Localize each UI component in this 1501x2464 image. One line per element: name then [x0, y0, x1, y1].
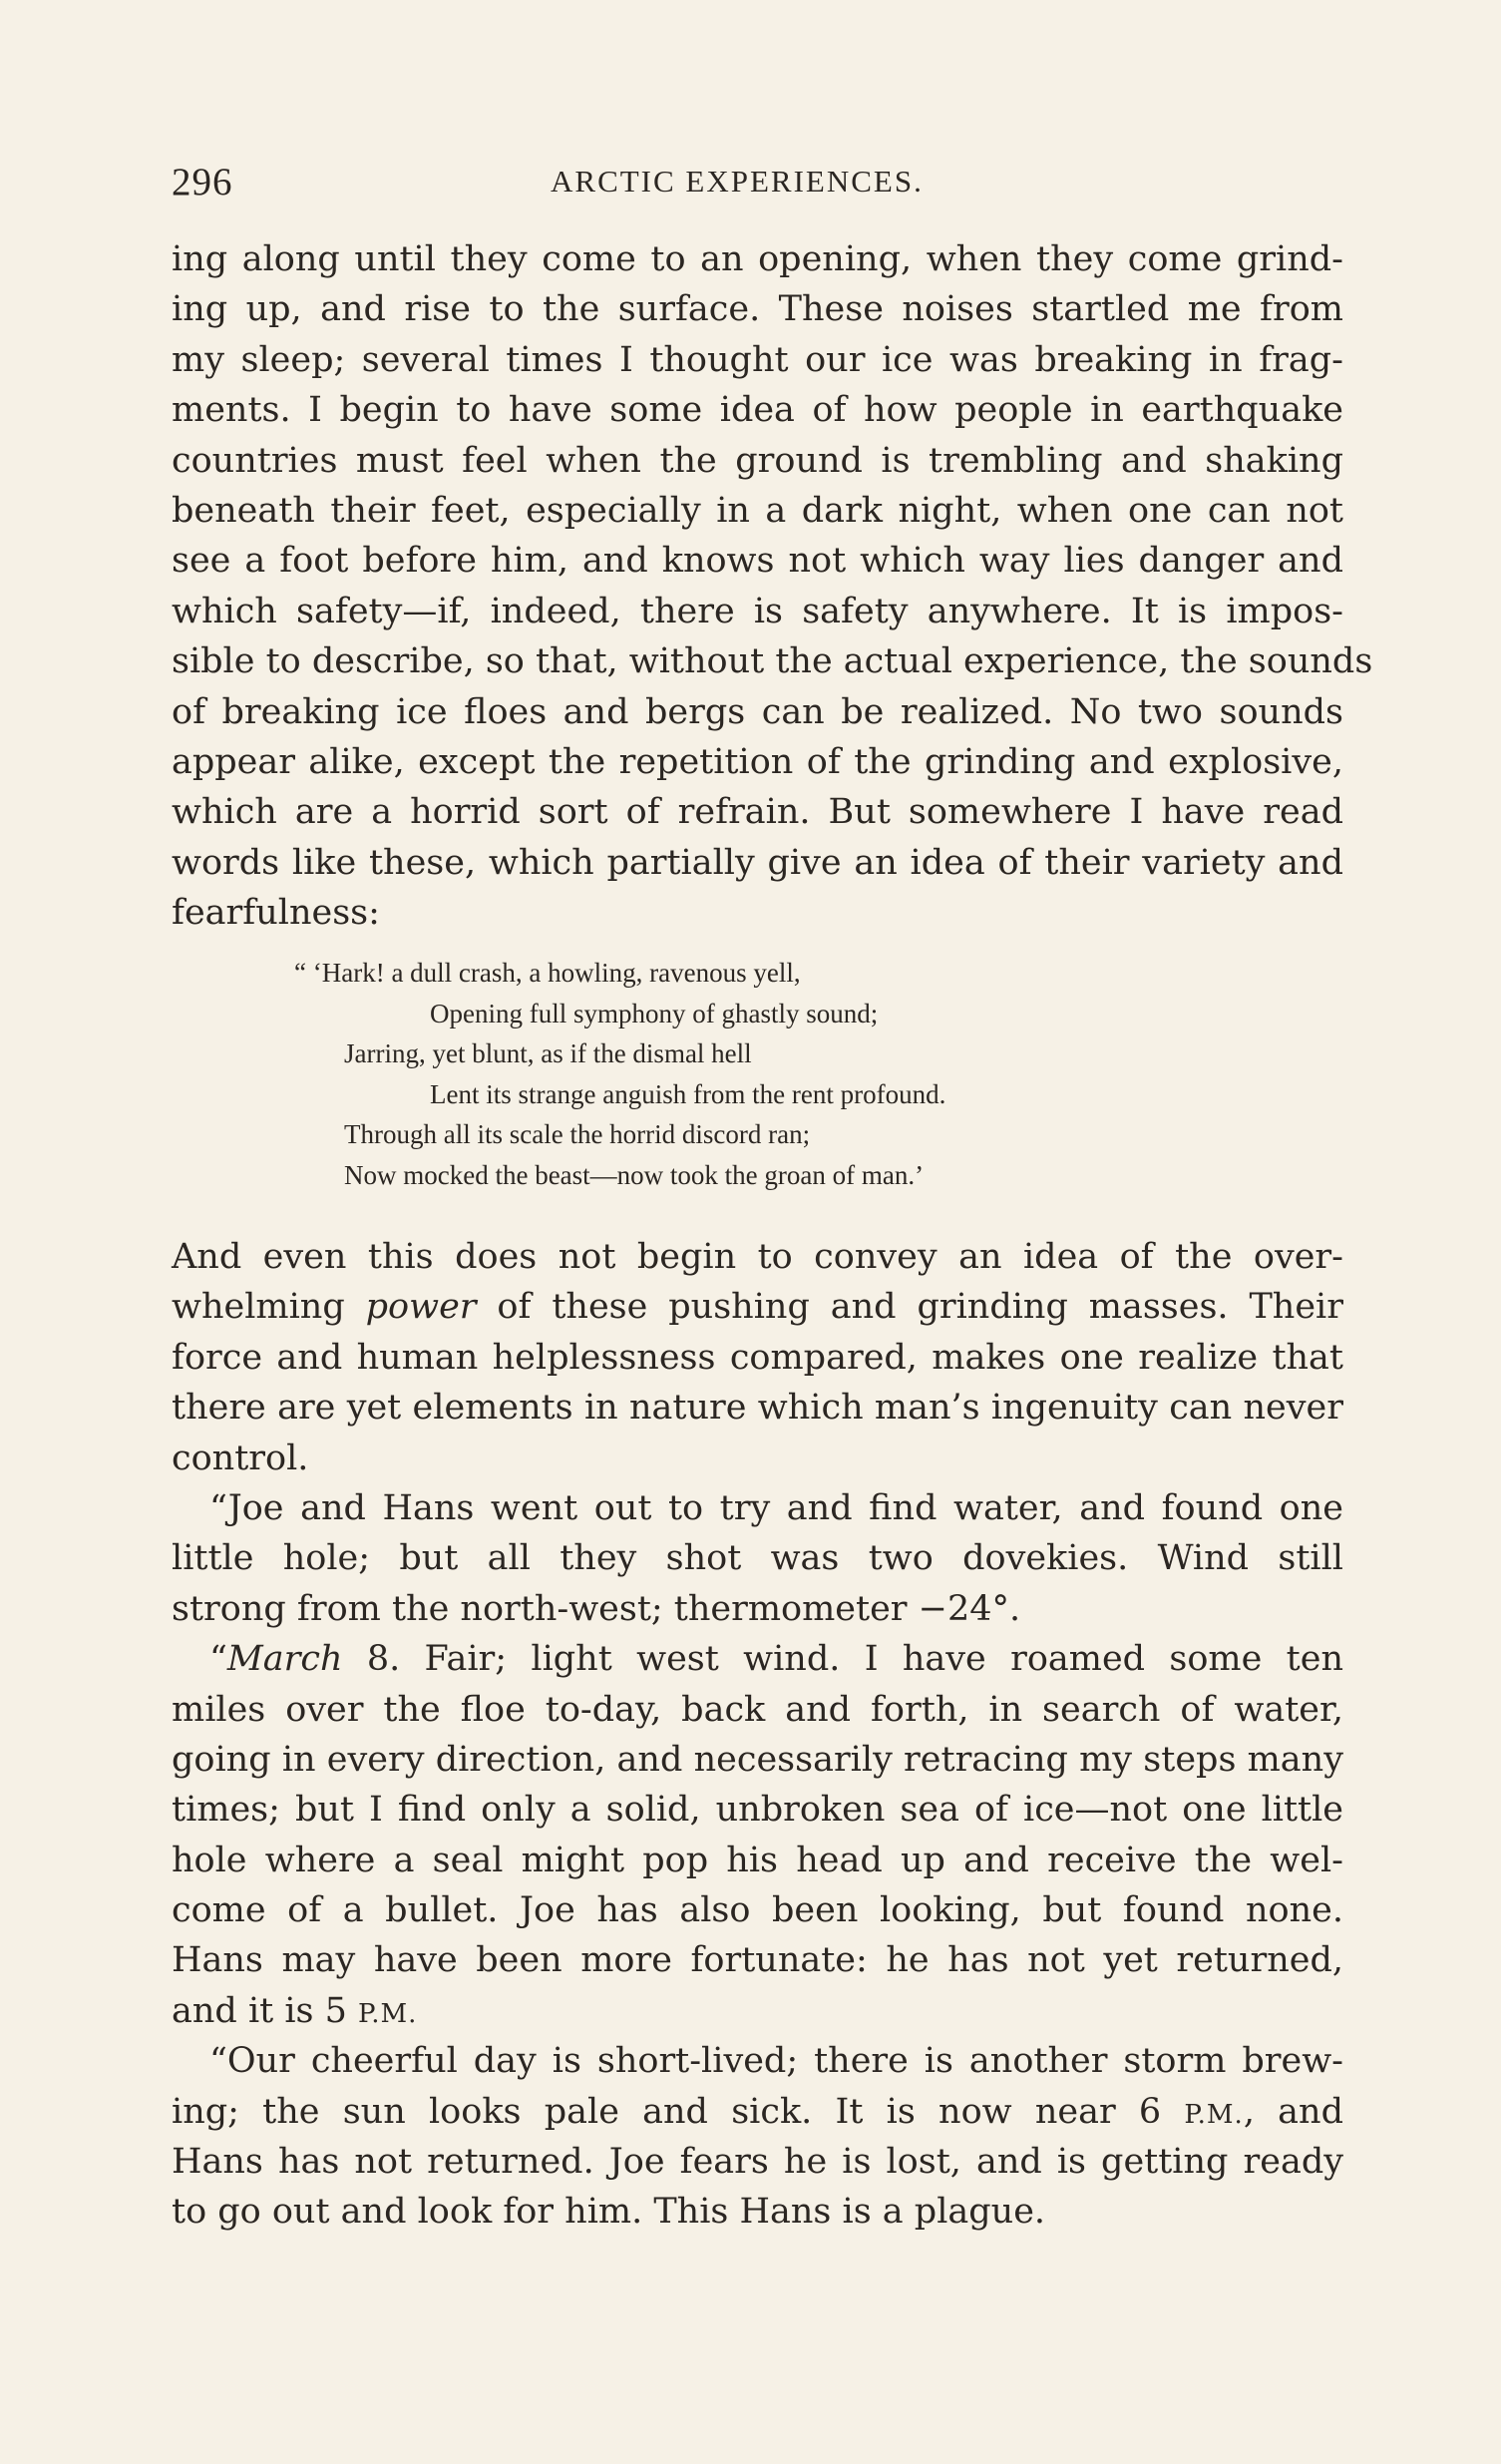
text-line: miles over the floe to-day, back and forth, in search of water, — [172, 1689, 1343, 1730]
text-line: my sleep; several times I thought our ice was breaking in frag- — [172, 339, 1343, 380]
text-line: control. — [172, 1437, 309, 1478]
text-line: going in every direction, and necessarily retracing my steps many — [172, 1739, 1343, 1780]
text-line: times; but I find only a solid, unbroken sea of ice—not one little — [172, 1790, 1343, 1831]
text-line — [172, 1986, 1343, 2036]
emphasis-word: power — [365, 1287, 477, 1328]
text-line: which are a horrid sort of refrain. But somewhere I have read — [172, 792, 1343, 833]
text-line — [172, 2087, 1343, 2137]
text-line: beneath their feet, especially in a dark night, when one can not — [172, 490, 1343, 531]
text-line: “Joe and Hans went out to try and find water, and found one — [209, 1487, 1343, 1528]
text-line: ments. I begin to have some idea of how people in earthquake — [172, 390, 1343, 431]
text-line: words like these, which partially give an idea of their variety and — [172, 842, 1343, 883]
text-line: hole where a seal might pop his head up and receive the wel- — [172, 1840, 1343, 1880]
text-line: “Our cheerful day is short-lived; there is another storm brew- — [209, 2041, 1343, 2082]
text-span: and it is 5 — [172, 1990, 358, 2031]
text-span: 8. Fair; light west wind. I have roamed some ten — [342, 1639, 1343, 1680]
poem-quotation — [294, 953, 1242, 1196]
text-line: appear alike, except the repetition of the grinding and explosive, — [172, 741, 1343, 782]
text-line: And even this does not begin to convey an idea of the over- — [172, 1237, 1343, 1277]
running-head: ARCTIC EXPERIENCES. — [551, 164, 924, 199]
verse-line: “ ‘Hark! a dull crash, a howling, ravenous yell, — [294, 958, 801, 988]
verse-line: Lent its strange anguish from the rent profound. — [430, 1078, 946, 1109]
text-line: strong from the north-west; thermometer −24°. — [172, 1588, 1021, 1629]
text-span: , and — [1243, 2091, 1343, 2132]
text-line: little hole; but all they shot was two dovekies. Wind still — [172, 1538, 1343, 1579]
text-line: Hans has not returned. Joe fears he is lost, and is getting ready — [172, 2142, 1343, 2183]
verse-line: Opening full symphony of ghastly sound; — [430, 998, 879, 1028]
text-span: ing; the sun looks pale and sick. It is now near 6 — [172, 2091, 1185, 2132]
text-line: see a foot before him, and knows not which way lies danger and — [172, 541, 1343, 582]
body-text-block-2 — [172, 1232, 1343, 2238]
text-line: Hans may have been more fortunate: he has not yet returned, — [172, 1940, 1343, 1981]
page-number: 296 — [172, 161, 233, 204]
verse-line: Now mocked the beast—now took the groan of man.’ — [344, 1159, 925, 1190]
body-text-block-1 — [172, 234, 1373, 938]
text-span: “ — [209, 1639, 227, 1680]
text-line: which safety—if, indeed, there is safety anywhere. It is impos- — [172, 591, 1343, 631]
page-header — [172, 160, 1343, 211]
text-line — [172, 1634, 1343, 1684]
text-line — [172, 1282, 1343, 1332]
verse-line: Jarring, yet blunt, as if the dismal hell — [344, 1038, 752, 1069]
text-line: ing along until they come to an opening, when they come grind- — [172, 239, 1343, 279]
text-span: of these pushing and grinding masses. Their — [476, 1287, 1343, 1328]
small-caps-time: P.M. — [1184, 2099, 1244, 2130]
small-caps-time: P.M. — [358, 1998, 418, 2029]
text-line: force and human helplessness compared, makes one realize that — [172, 1337, 1343, 1378]
text-line: there are yet elements in nature which man’s ingenuity can never — [172, 1388, 1343, 1429]
emphasis-word: March — [226, 1639, 343, 1680]
text-line: to go out and look for him. This Hans is a plague. — [172, 2192, 1046, 2233]
text-line: fearfulness: — [172, 893, 380, 934]
text-line: sible to describe, so that, without the actual experience, the sounds — [172, 641, 1373, 682]
text-line: of breaking ice floes and bergs can be realized. No two sounds — [172, 691, 1343, 732]
verse-line: Through all its scale the horrid discord ran; — [344, 1119, 811, 1150]
text-line: countries must feel when the ground is trembling and shaking — [172, 440, 1343, 481]
text-span: whelming — [172, 1287, 366, 1328]
text-line: ing up, and rise to the surface. These noises startled me from — [172, 289, 1343, 330]
text-line: come of a bullet. Joe has also been looking, but found none. — [172, 1890, 1343, 1931]
